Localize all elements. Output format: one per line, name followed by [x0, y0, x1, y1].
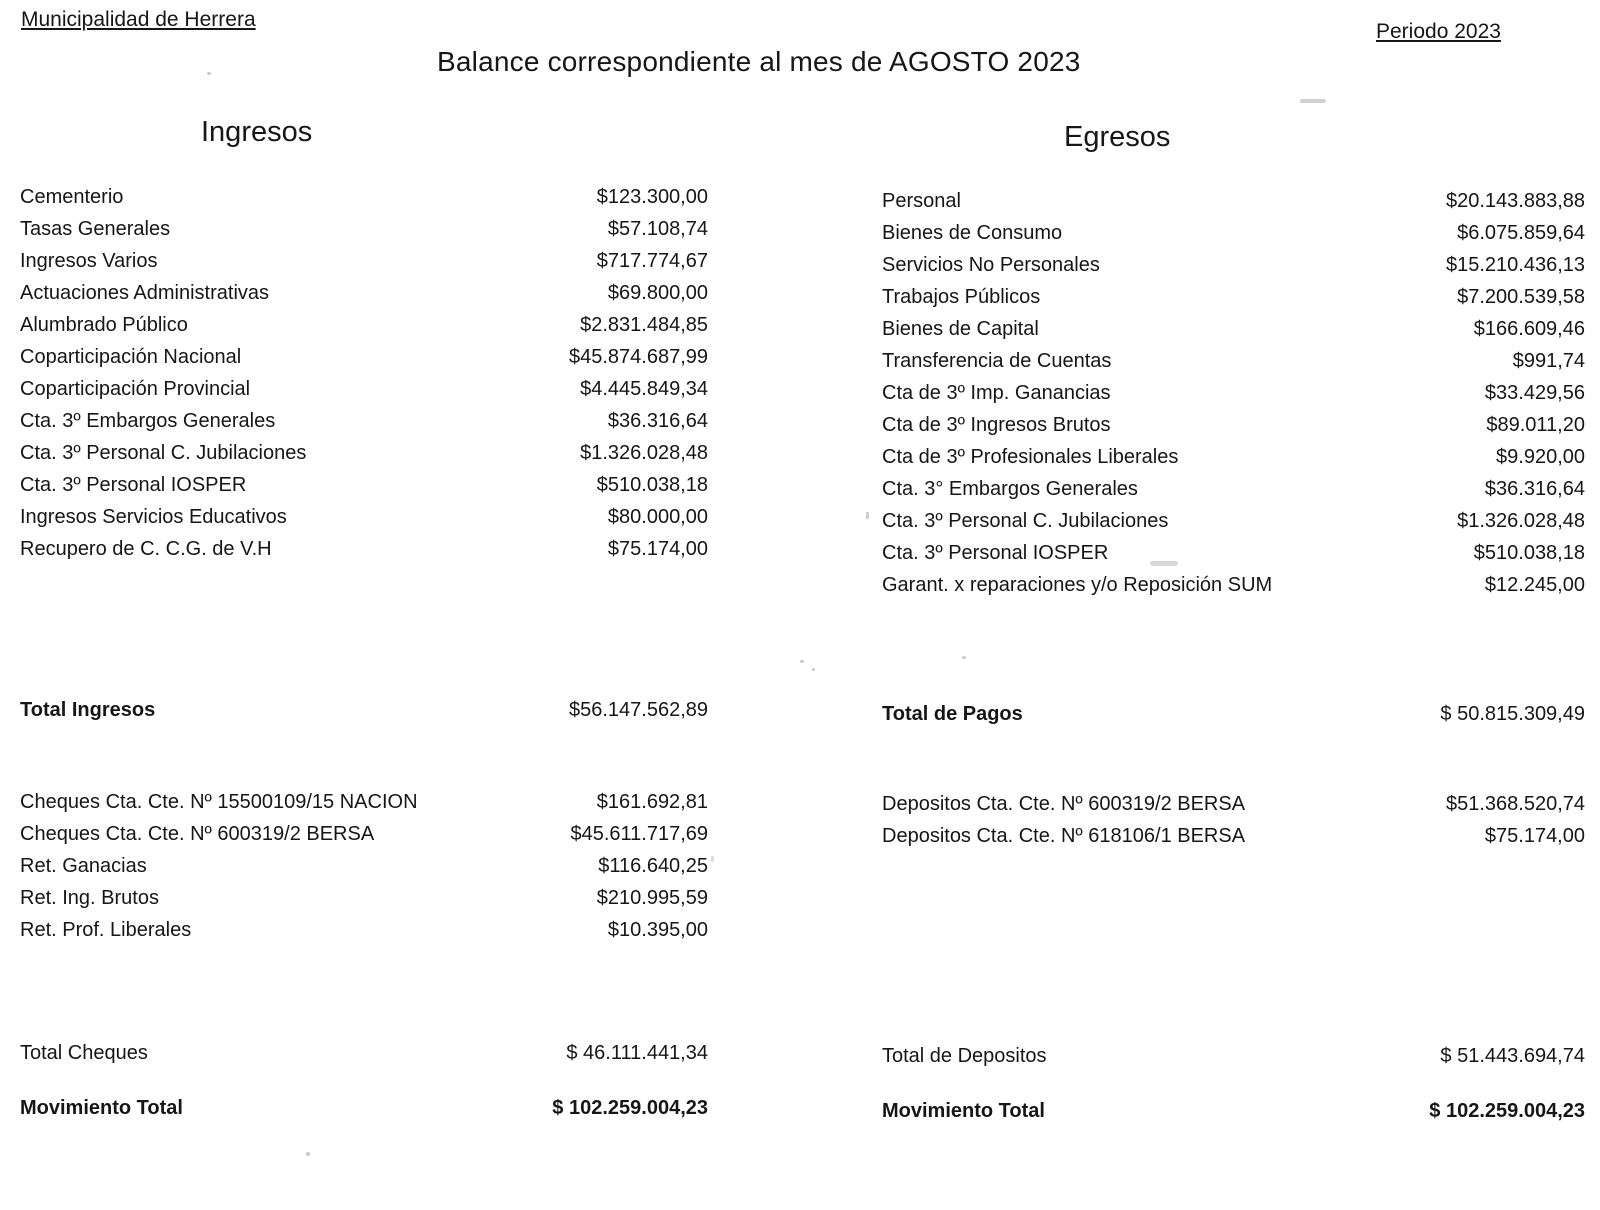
line-item-amount: $69.800,00	[607, 282, 708, 304]
egresos-line-item	[882, 569, 1585, 601]
line-item-label: Bienes de Consumo	[882, 222, 1063, 244]
scan-artifact	[1300, 99, 1326, 103]
line-item-amount: $12.245,00	[1484, 574, 1585, 596]
line-item-amount: $45.874.687,99	[568, 346, 708, 368]
egresos-heading: Egresos	[1064, 121, 1171, 153]
line-item-amount: $1.326.028,48	[1457, 510, 1585, 532]
movimiento-total-label: Movimiento Total	[20, 1097, 183, 1119]
line-item-label: Trabajos Públicos	[882, 286, 1041, 308]
ingresos-line-item	[20, 469, 708, 501]
scan-artifact	[711, 856, 714, 862]
period-label: Periodo 2023	[1376, 20, 1501, 43]
line-item-label: Ret. Ing. Brutos	[20, 887, 159, 909]
ingresos-line-item	[20, 309, 708, 341]
line-item-label: Cheques Cta. Cte. Nº 15500109/15 NACION	[20, 791, 418, 813]
ingresos-line-item	[20, 277, 708, 309]
line-item-label: Cta. 3º Embargos Generales	[20, 410, 276, 432]
scan-artifact	[962, 656, 966, 659]
ingresos-line-item	[20, 437, 708, 469]
line-item-amount: $717.774,67	[596, 250, 708, 272]
line-item-label: Transferencia de Cuentas	[882, 350, 1112, 372]
total-ingresos-amount: $56.147.562,89	[568, 699, 708, 721]
total-cheques-amount: $ 46.111.441,34	[566, 1042, 708, 1064]
line-item-amount: $210.995,59	[596, 887, 708, 909]
line-item-amount: $1.326.028,48	[580, 442, 708, 464]
line-item-label: Servicios No Personales	[882, 254, 1100, 276]
line-item-label: Cta de 3º Imp. Ganancias	[882, 382, 1111, 404]
line-item-amount: $20.143.883,88	[1445, 190, 1585, 212]
ingresos-line-item	[20, 341, 708, 373]
line-item-amount: $36.316,64	[607, 410, 708, 432]
depositos-item-list	[882, 788, 1585, 852]
egresos-line-item	[882, 313, 1585, 345]
line-item-amount: $89.011,20	[1486, 414, 1585, 436]
line-item-label: Bienes de Capital	[882, 318, 1039, 340]
line-item-label: Cta. 3º Personal C. Jubilaciones	[882, 510, 1169, 532]
line-item-label: Depositos Cta. Cte. Nº 618106/1 BERSA	[882, 825, 1246, 847]
deposito-line-item	[882, 820, 1585, 852]
total-depositos-row	[882, 1043, 1585, 1069]
line-item-amount: $2.831.484,85	[580, 314, 708, 336]
page-title: Balance correspondiente al mes de AGOSTO 2023	[437, 46, 1081, 77]
egresos-line-item	[882, 537, 1585, 569]
line-item-amount: $7.200.539,58	[1457, 286, 1585, 308]
total-depositos-amount: $ 51.443.694,74	[1440, 1045, 1585, 1067]
ingresos-line-item	[20, 373, 708, 405]
line-item-label: Tasas Generales	[20, 218, 171, 240]
line-item-amount: $57.108,74	[607, 218, 708, 240]
line-item-label: Garant. x reparaciones y/o Reposición SUM	[882, 574, 1273, 596]
line-item-amount: $116.640,25	[598, 855, 708, 877]
egresos-line-item	[882, 345, 1585, 377]
cheque-line-item	[20, 882, 708, 914]
ingresos-line-item	[20, 245, 708, 277]
total-ingresos-label: Total Ingresos	[20, 699, 156, 721]
line-item-label: Cheques Cta. Cte. Nº 600319/2 BERSA	[20, 823, 375, 845]
scan-artifact	[207, 72, 211, 75]
ingresos-heading: Ingresos	[201, 116, 313, 148]
egresos-line-item	[882, 441, 1585, 473]
deposito-line-item	[882, 788, 1585, 820]
organization-name: Municipalidad de Herrera	[21, 8, 256, 31]
line-item-label: Cta de 3º Ingresos Brutos	[882, 414, 1111, 436]
line-item-label: Ret. Ganacias	[20, 855, 147, 877]
line-item-amount: $36.316,64	[1484, 478, 1585, 500]
line-item-amount: $45.611.717,69	[570, 823, 708, 845]
ingresos-line-item	[20, 213, 708, 245]
line-item-label: Cta. 3° Embargos Generales	[882, 478, 1138, 500]
line-item-amount: $80.000,00	[607, 506, 708, 528]
ingresos-item-list	[20, 181, 708, 565]
line-item-amount: $991,74	[1512, 350, 1585, 372]
total-pagos-amount: $ 50.815.309,49	[1440, 703, 1585, 725]
egresos-item-list	[882, 185, 1585, 601]
movimiento-total-amount: $ 102.259.004,23	[1429, 1100, 1585, 1122]
line-item-label: Personal	[882, 190, 961, 212]
total-depositos-label: Total de Depositos	[882, 1045, 1047, 1067]
line-item-label: Cta de 3º Profesionales Liberales	[882, 446, 1179, 468]
egresos-line-item	[882, 473, 1585, 505]
movimiento-total-amount: $ 102.259.004,23	[552, 1097, 708, 1119]
total-cheques-label: Total Cheques	[20, 1042, 148, 1064]
line-item-amount: $4.445.849,34	[580, 378, 708, 400]
line-item-amount: $75.174,00	[1484, 825, 1585, 847]
egresos-line-item	[882, 377, 1585, 409]
line-item-label: Depositos Cta. Cte. Nº 600319/2 BERSA	[882, 793, 1246, 815]
line-item-amount: $6.075.859,64	[1457, 222, 1585, 244]
total-pagos-label: Total de Pagos	[882, 703, 1023, 725]
line-item-amount: $15.210.436,13	[1445, 254, 1585, 276]
egresos-line-item	[882, 505, 1585, 537]
movimiento-total-label: Movimiento Total	[882, 1100, 1045, 1122]
total-ingresos-row	[20, 697, 708, 723]
line-item-amount: $33.429,56	[1484, 382, 1585, 404]
egresos-line-item	[882, 409, 1585, 441]
line-item-label: Cta. 3º Personal C. Jubilaciones	[20, 442, 307, 464]
cheque-line-item	[20, 818, 708, 850]
line-item-label: Cta. 3º Personal IOSPER	[20, 474, 247, 496]
scan-artifact	[306, 1152, 310, 1156]
line-item-label: Ingresos Varios	[20, 250, 158, 272]
line-item-label: Actuaciones Administrativas	[20, 282, 270, 304]
scan-artifact	[812, 668, 815, 671]
line-item-amount: $161.692,81	[596, 791, 708, 813]
line-item-label: Cementerio	[20, 186, 124, 208]
line-item-amount: $75.174,00	[607, 538, 708, 560]
line-item-label: Ret. Prof. Liberales	[20, 919, 192, 941]
movimiento-total-egresos-row	[882, 1098, 1585, 1124]
line-item-label: Coparticipación Provincial	[20, 378, 251, 400]
ingresos-line-item	[20, 181, 708, 213]
egresos-line-item	[882, 249, 1585, 281]
line-item-amount: $10.395,00	[607, 919, 708, 941]
scan-artifact	[866, 512, 869, 519]
ingresos-line-item	[20, 533, 708, 565]
egresos-line-item	[882, 185, 1585, 217]
line-item-amount: $51.368.520,74	[1445, 793, 1585, 815]
line-item-label: Coparticipación Nacional	[20, 346, 242, 368]
ingresos-line-item	[20, 405, 708, 437]
line-item-amount: $123.300,00	[596, 186, 708, 208]
line-item-label: Alumbrado Público	[20, 314, 188, 336]
line-item-amount: $510.038,18	[1473, 542, 1585, 564]
line-item-amount: $510.038,18	[596, 474, 708, 496]
cheques-item-list	[20, 786, 708, 946]
scan-artifact	[800, 660, 804, 663]
cheque-line-item	[20, 786, 708, 818]
line-item-label: Recupero de C. C.G. de V.H	[20, 538, 272, 560]
movimiento-total-ingresos-row	[20, 1095, 708, 1121]
line-item-label: Cta. 3º Personal IOSPER	[882, 542, 1109, 564]
egresos-line-item	[882, 217, 1585, 249]
line-item-amount: $166.609,46	[1473, 318, 1585, 340]
cheque-line-item	[20, 850, 708, 882]
ingresos-line-item	[20, 501, 708, 533]
line-item-amount: $9.920,00	[1496, 446, 1585, 468]
total-cheques-row	[20, 1040, 708, 1066]
total-pagos-row	[882, 701, 1585, 727]
cheque-line-item	[20, 914, 708, 946]
egresos-line-item	[882, 281, 1585, 313]
line-item-label: Ingresos Servicios Educativos	[20, 506, 287, 528]
scan-artifact	[1150, 561, 1178, 566]
